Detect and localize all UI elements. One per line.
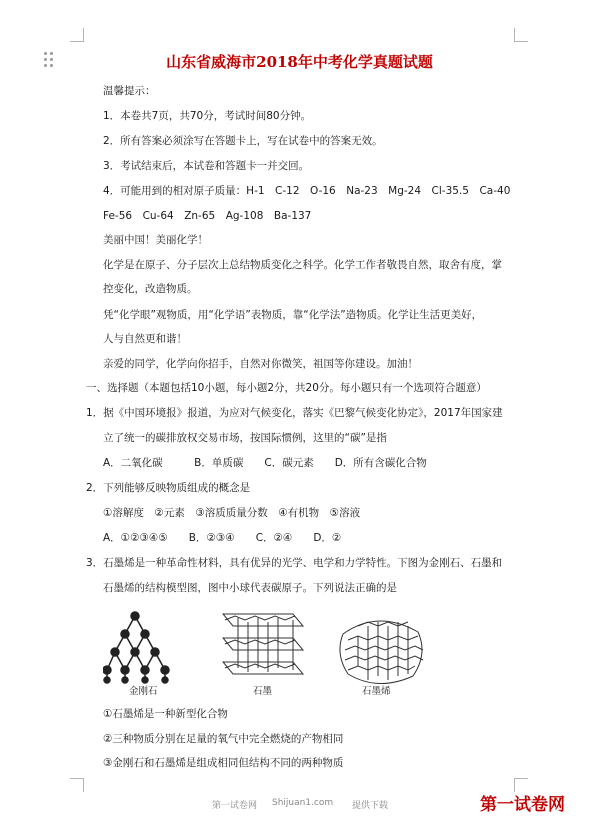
intro-line: 控变化，改造物质。 bbox=[103, 283, 198, 295]
answer-options: A．二氧化碳 B．单质碳 C．碳元素 D．所有含碳化合物 bbox=[103, 457, 427, 469]
intro-line: 亲爱的同学，化学向你招手，自然对你微笑，祖国等你建设。加油！ bbox=[103, 358, 418, 370]
footer-left-text: 第一试卷网 bbox=[212, 801, 258, 811]
statement-line: ③金刚石和石墨烯是组成相同但结构不同的两种物质 bbox=[103, 757, 344, 769]
crop-mark-bottom-left bbox=[70, 778, 84, 792]
tip-line: Fe-56 Cu-64 Zn-65 Ag-108 Ba-137 bbox=[103, 210, 312, 222]
intro-line: 人与自然更和谐！ bbox=[103, 333, 187, 345]
caption-graphite: 石墨 bbox=[253, 686, 273, 697]
crop-mark-top-left bbox=[70, 28, 84, 42]
question-items: ①溶解度 ②元素 ③溶质质量分数 ④有机物 ⑤溶液 bbox=[103, 507, 361, 519]
caption-diamond: 金刚石 bbox=[129, 686, 158, 697]
brand-watermark: 第一试卷网 bbox=[480, 795, 565, 815]
tip-line: 2．所有答案必须涂写在答题卡上，写在试卷中的答案无效。 bbox=[103, 135, 383, 147]
crop-mark-top-right bbox=[514, 28, 528, 42]
statement-line: ①石墨烯是一种新型化合物 bbox=[103, 708, 228, 720]
question-stem: 立了统一的碳排放权交易市场，按国际惯例，这里的“碳”是指 bbox=[103, 432, 387, 444]
tips-heading: 温馨提示： bbox=[103, 85, 156, 97]
tip-line: 1．本卷共7页，共70分，考试时间80分钟。 bbox=[103, 110, 312, 122]
question-stem: 1．据《中国环境报》报道，为应对气候变化，落实《巴黎气候变化协定》，2017年国家建 bbox=[86, 407, 503, 419]
tip-line: 3．考试结束后，本试卷和答题卡一并交回。 bbox=[103, 160, 310, 172]
footer-center-text: Shijuan1.com bbox=[272, 798, 334, 808]
question-stem: 3．石墨烯是一种革命性材料，具有优异的光学、电学和力学特性。下图为金刚石、石墨和 bbox=[86, 557, 503, 569]
intro-line: 美丽中国！美丽化学！ bbox=[103, 234, 208, 246]
question-stem: 石墨烯的结构模型图，图中小球代表碳原子。下列说法正确的是 bbox=[103, 582, 397, 594]
statement-line: ②三种物质分别在足量的氧气中完全燃烧的产物相同 bbox=[103, 733, 344, 745]
document-title: 山东省威海市2018年中考化学真题试题 bbox=[166, 53, 433, 71]
caption-graphene: 石墨烯 bbox=[362, 686, 391, 697]
question-stem: 2．下列能够反映物质组成的概念是 bbox=[86, 482, 251, 494]
intro-line: 凭“化学眼”观物质，用“化学语”表物质，靠“化学法”造物质。化学让生活更美好， bbox=[103, 309, 483, 321]
footer-right-text: 提供下载 bbox=[352, 801, 389, 811]
graphite-structure bbox=[223, 614, 303, 674]
graphene-structure bbox=[340, 621, 423, 684]
intro-line: 化学是在原子、分子层次上总结物质变化之科学。化学工作者敬畏自然，取舍有度，掌 bbox=[103, 259, 502, 271]
diamond-structure bbox=[103, 612, 169, 683]
tip-line: 4．可能用到的相对原子质量：H-1 C-12 O-16 Na-23 Mg-24 Cl-35.5 Ca-40 bbox=[103, 185, 511, 197]
answer-options: A．①②③④⑤ B．②③④ C．②④ D．② bbox=[103, 532, 342, 544]
section-heading: 一、选择题（本题包括10小题，每小题2分，共20分。每小题只有一个选项符合题意） bbox=[86, 382, 487, 394]
